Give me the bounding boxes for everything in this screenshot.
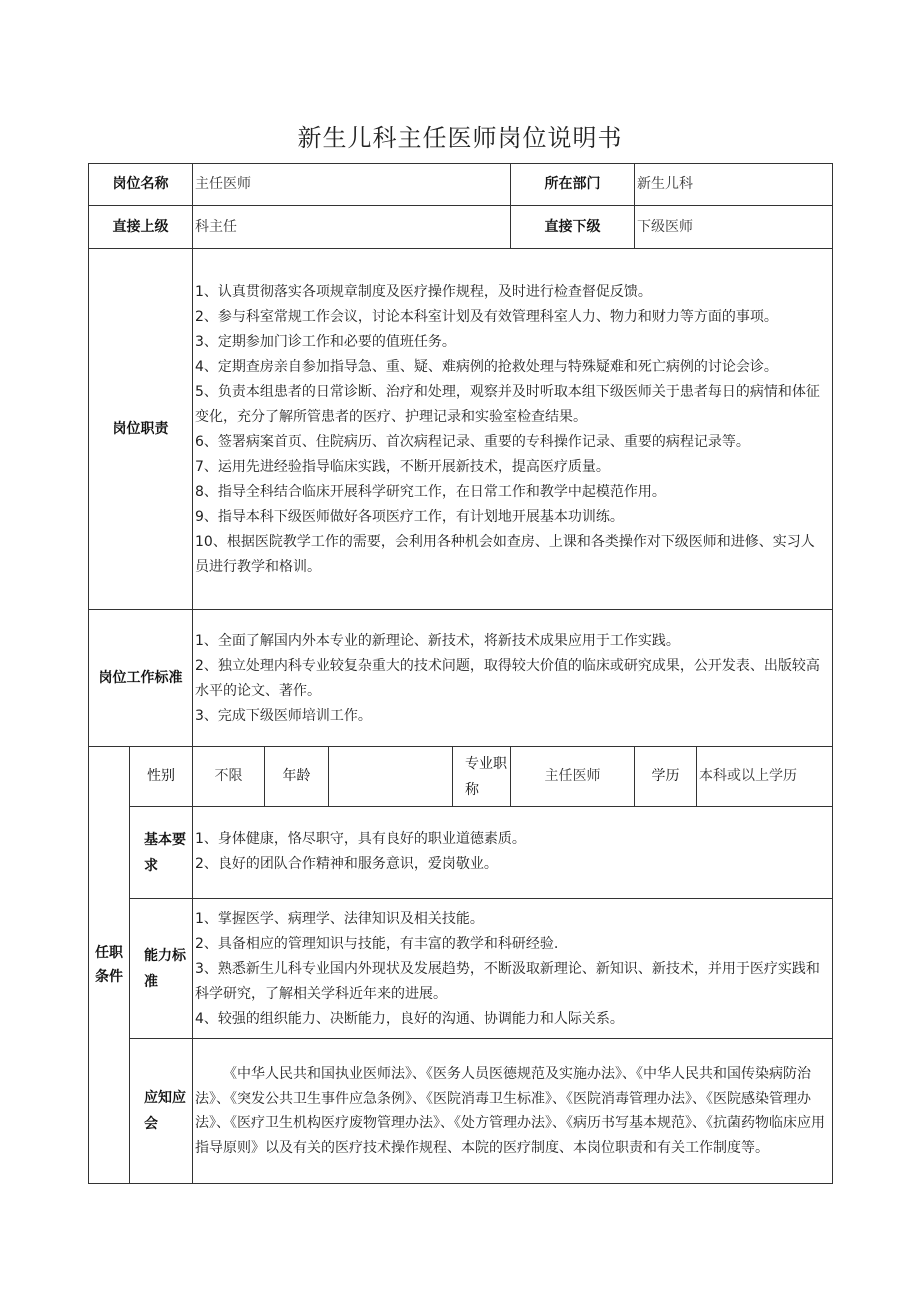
- department-value: 新生儿科: [635, 164, 833, 206]
- list-item: 3、完成下级医师培训工作。: [195, 708, 372, 724]
- list-item: 10、根据医院教学工作的需要，会利用各种机会如查房、上课和各类操作对下级医师和进修、实习人员进行教学和格训。: [195, 534, 815, 575]
- job-description-table: [88, 163, 833, 1184]
- list-item: 7、运用先进经验指导临床实践，不断开展新技术，提高医疗质量。: [195, 459, 610, 475]
- list-item: 9、指导本科下级医师做好各项医疗工作，有计划地开展基本功训练。: [195, 509, 624, 525]
- age-value: [329, 747, 453, 807]
- row-qual-basic-info: [89, 747, 833, 807]
- ability-list: [193, 899, 833, 1039]
- row-qual-knowledge: [89, 1039, 833, 1184]
- list-item: 2、具备相应的管理知识与技能，有丰富的教学和科研经验.: [195, 936, 559, 952]
- list-item: 6、签署病案首页、住院病历、首次病程记录、重要的专科操作记录、重要的病程记录等。: [195, 434, 750, 450]
- list-item: 5、负责本组患者的日常诊断、治疗和处理，观察并及时听取本组下级医师关于患者每日的病情和体征变化，充分了解所管患者的医疗、护理记录和实验室检查结果。: [195, 384, 820, 425]
- row-superior: [89, 206, 833, 249]
- department-label: 所在部门: [511, 164, 635, 206]
- list-item: 1、掌握医学、病理学、法律知识及相关技能。: [195, 911, 484, 927]
- list-item: 2、参与科室常规工作会议，讨论本科室计划及有效管理科室人力、物力和财力等方面的事项。: [195, 309, 778, 325]
- basic-req-list: [193, 807, 833, 899]
- knowledge-label: 应知应会: [130, 1039, 193, 1184]
- education-label: 学历: [635, 747, 697, 807]
- row-qual-ability: [89, 899, 833, 1039]
- row-duties: [89, 249, 833, 610]
- list-item: 2、良好的团队合作精神和服务意识，爱岗敬业。: [195, 856, 498, 872]
- age-label: 年龄: [265, 747, 329, 807]
- list-item: 2、独立处理内科专业较复杂重大的技术问题，取得较大价值的临床或研究成果，公开发表、出版较高水平的论文、著作。: [195, 658, 820, 699]
- standards-label: 岗位工作标准: [89, 610, 193, 747]
- basic-req-label: 基本要求: [130, 807, 193, 899]
- title-value: 主任医师: [511, 747, 635, 807]
- title-label: 专业职称: [453, 747, 511, 807]
- position-name-value: 主任医师: [193, 164, 511, 206]
- position-name-label: 岗位名称: [89, 164, 193, 206]
- subordinate-label: 直接下级: [511, 206, 635, 249]
- qualifications-label: 任职条件: [89, 747, 130, 1184]
- row-standards: [89, 610, 833, 747]
- row-qual-basic-req: [89, 807, 833, 899]
- superior-value: 科主任: [193, 206, 511, 249]
- superior-label: 直接上级: [89, 206, 193, 249]
- list-item: 1、全面了解国内外本专业的新理论、新技术，将新技术成果应用于工作实践。: [195, 633, 680, 649]
- subordinate-value: 下级医师: [635, 206, 833, 249]
- row-position-name: [89, 164, 833, 206]
- list-item: 1、认真贯彻落实各项规章制度及医疗操作规程，及时进行检查督促反馈。: [195, 284, 652, 300]
- duties-label: 岗位职责: [89, 249, 193, 610]
- list-item: 1、身体健康，恪尽职守，具有良好的职业道德素质。: [195, 831, 526, 847]
- standards-list: [193, 610, 833, 747]
- list-item: 4、定期查房亲自参加指导急、重、疑、难病例的抢救处理与特殊疑难和死亡病例的讨论会诊。: [195, 359, 778, 375]
- gender-value: 不限: [193, 747, 265, 807]
- duties-list: [193, 249, 833, 610]
- education-value: 本科或以上学历: [697, 747, 833, 807]
- list-item: 4、较强的组织能力、决断能力，良好的沟通、协调能力和人际关系。: [195, 1011, 624, 1027]
- list-item: 3、熟悉新生儿科专业国内外现状及发展趋势，不断汲取新理论、新知识、新技术，并用于医疗实践和科学研究，了解相关学科近年来的进展。: [195, 961, 820, 1002]
- gender-label: 性别: [130, 747, 193, 807]
- list-item: 3、定期参加门诊工作和必要的值班任务。: [195, 334, 456, 350]
- ability-label: 能力标准: [130, 899, 193, 1039]
- knowledge-text: 《中华人民共和国执业医师法》、《医务人员医德规范及实施办法》、《中华人民共和国传染病防治法》、《突发公共卫生事件应急条例》、《医院消毒卫生标准》、《医院消毒管理办法》、《医院感染管理办法》、《医疗卫生机构医疗废物管理办法》、《处方管理办法》、《病历书写基本规范》、《抗菌药物临床应用指导原则》以及有关的医疗技术操作规程、本院的医疗制度、本岗位职责和有关工作制度等。: [193, 1039, 833, 1184]
- document-title: 新生儿科主任医师岗位说明书: [297, 124, 623, 152]
- list-item: 8、指导全科结合临床开展科学研究工作，在日常工作和教学中起模范作用。: [195, 484, 666, 500]
